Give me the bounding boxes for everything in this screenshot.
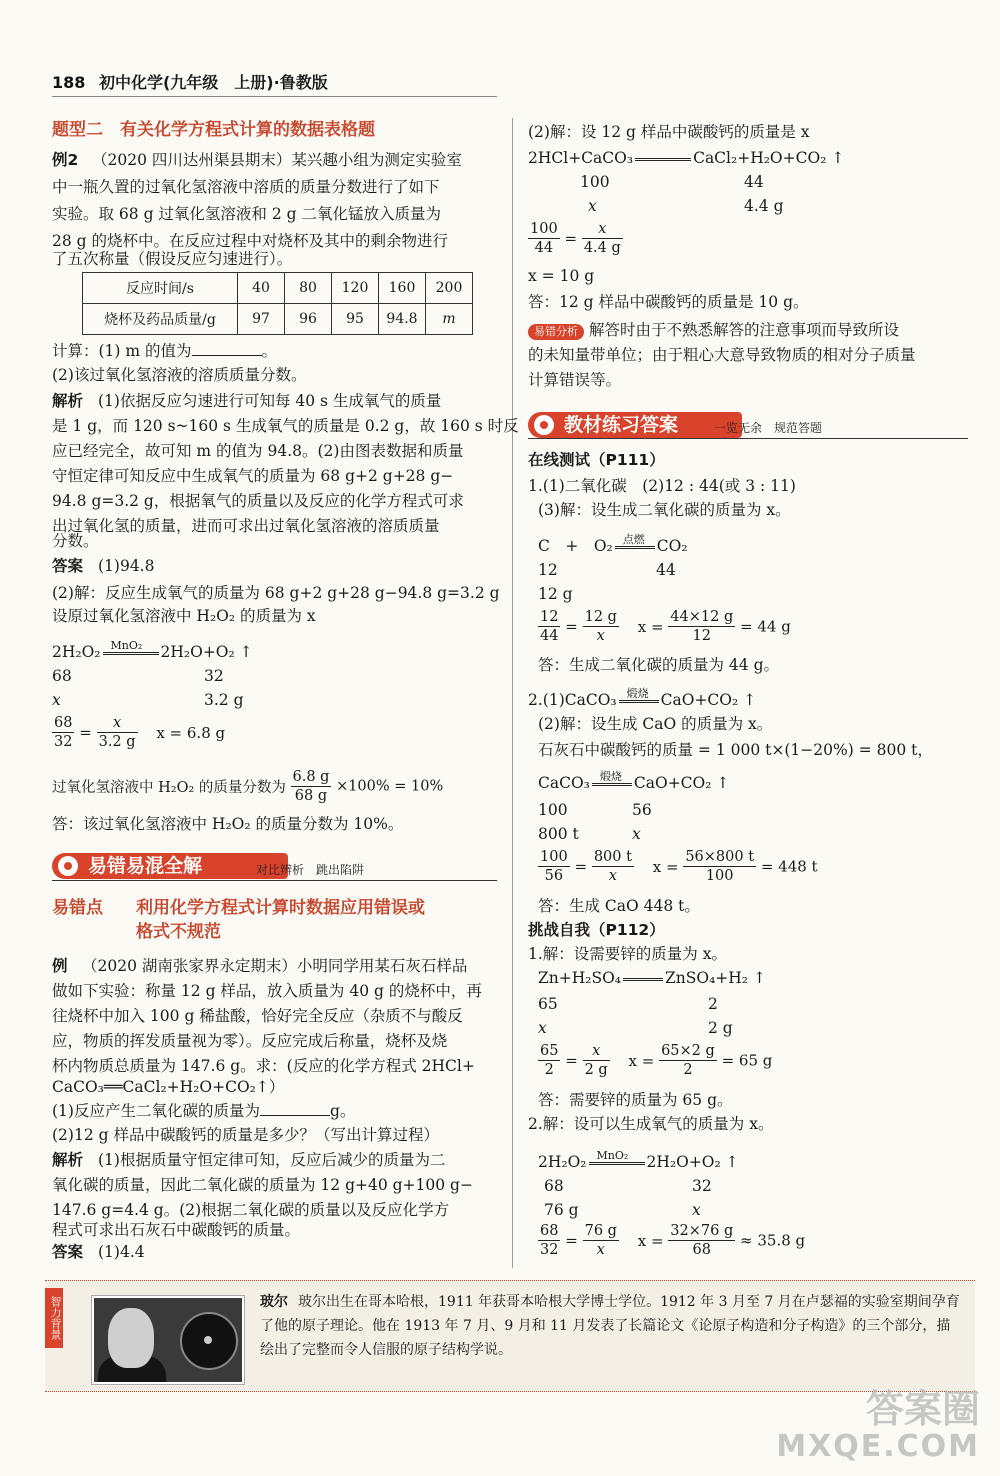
error-point-title: 利用化学方程式计算时数据应用错误或	[136, 898, 425, 918]
equation-2	[528, 148, 844, 168]
analysis-line: (1)依据反应匀速进行可知每 40 s 生成氧气的质量	[98, 392, 442, 410]
equals-sign	[619, 686, 659, 703]
fraction: $\frac{100}{56}$	[540, 849, 568, 884]
bullet-icon	[534, 415, 554, 435]
example-question-1	[52, 1101, 355, 1121]
footer-tag: 智力背景	[45, 1288, 63, 1348]
result-prefix: x =	[628, 1051, 655, 1070]
tip-line: 解答时由于不熟悉解答的注意事项而导致所设	[588, 321, 899, 339]
eq-unknown: x	[588, 197, 597, 215]
fraction: $\frac{32\times 76 g}{68}$	[670, 1223, 734, 1258]
banner-subtitle: 对比辨析 跳出陷阱	[256, 863, 365, 877]
fraction: $\frac{56\times 800 t}{100}$	[685, 849, 755, 884]
answer-label: 答案	[52, 1243, 84, 1261]
column-divider	[512, 118, 513, 1268]
equals-sign	[592, 769, 632, 786]
result-text: x = 10 g	[528, 267, 595, 285]
fraction: $\frac{76 g}{x}$	[584, 1223, 617, 1258]
example-2-line: 28 g 的烧杯中。在反应过程中对烧杯及其中的剩余物进行	[52, 232, 449, 250]
analysis-line: 程式可求出石灰石中碳酸钙的质量。	[52, 1221, 301, 1239]
answer-text: 答：需要锌的质量为 65 g。	[538, 1091, 733, 1109]
fraction: $\frac{x}{3.2 g}$	[98, 715, 136, 750]
proportion-1: $\frac{68}{32}$ = $\frac{x}{3.2 g}$ x = 6.8 g	[54, 715, 226, 750]
fraction: $\frac{6.8 g}{68 g}$	[292, 769, 330, 804]
proportion-5: $\frac{65}{2}$ = $\frac{x}{2 g}$ x = $\frac{65\times 2 g}{2}$ = 65 g	[540, 1043, 773, 1078]
equals-sign	[635, 158, 691, 161]
tip-line: 计算错误等。	[528, 371, 622, 389]
footer-body: 玻尔出生在哥本哈根，1911 年获哥本哈根大学博士学位。1912 年 3 月至 7 月在卢瑟福的实验室期间孕育了他的原子理论。他在 1913 年 7 月、9 月和 11 月发表了长篇论文《论原子构造和分子构造》的三个部分，描绘出了完整而令人信服的原子结构学说。	[260, 1294, 960, 1358]
table-cell: 160	[379, 273, 426, 304]
proportion-2: $\frac{100}{44}$ = $\frac{x}{4.4 g}$	[530, 221, 621, 256]
result-prefix: x =	[652, 857, 679, 876]
final-answer: 答：该过氧化氢溶液中 H₂O₂ 的质量分数为 10%。	[52, 815, 404, 833]
equation-1	[52, 638, 253, 662]
eq-known-mass: 3.2 g	[204, 691, 244, 709]
fraction: $\frac{68}{32}$	[54, 715, 73, 750]
analysis-line: 147.6 g=4.4 g。(2)根据二氧化碳的质量以及反应化学方	[52, 1201, 450, 1219]
example-2-line: 中一瓶久置的过氧化氢溶液中溶质的质量分数进行了如下	[52, 178, 440, 196]
book-title: 初中化学(九年级 上册)·鲁教版	[98, 73, 328, 92]
problem-1a: 1.(1)二氧化碳 (2)12 : 44(或 3 : 11)	[528, 477, 796, 495]
question-text: (1)反应产生二氧化碳的质量为	[52, 1102, 260, 1120]
question-1-end: 。	[261, 342, 278, 360]
eq-mass-ratio: 32	[692, 1177, 712, 1195]
footer-text	[260, 1290, 960, 1362]
eq-reactants: Zn+H₂SO₄	[538, 969, 622, 987]
eq-mass-ratio: 2	[708, 995, 718, 1013]
problem-2b: (2)解：设生成 CaO 的质量为 x。	[538, 715, 773, 733]
equation-5	[538, 968, 766, 988]
example-question-2: (2)12 g 样品中碳酸钙的质量是多少？（写出计算过程）	[52, 1126, 439, 1144]
question-1-text: 计算：(1) m 的值为	[52, 342, 192, 360]
eq-products: ZnSO₄+H₂ ↑	[665, 969, 766, 987]
answer-blank	[192, 341, 262, 356]
result-suffix: ≈ 35.8 g	[740, 1231, 806, 1250]
condition-label: 煅烧	[626, 686, 649, 700]
answer-text: 答：生成二氧化碳的质量为 44 g。	[538, 656, 780, 674]
question-2: (2)该过氧化氢溶液的溶质质量分数。	[52, 366, 307, 384]
banner-textbook-answers	[528, 412, 742, 438]
table-cell: 95	[332, 304, 379, 335]
footer-name: 玻尔	[260, 1294, 288, 1310]
eq-known-mass: 800 t	[538, 825, 579, 843]
eq-products: 2H₂O+O₂ ↑	[160, 643, 253, 661]
example-2-line: （2020 四川达州渠县期末）某兴趣小组为测定实验室	[92, 151, 462, 169]
tip-line: 的未知量带单位；由于粗心大意导致物质的相对分子质量	[528, 346, 916, 364]
equals-sign	[615, 532, 655, 549]
fraction: $\frac{44\times 12 g}{12}$	[670, 609, 734, 644]
example-line: 杯内物质总质量为 147.6 g。求：(反应的化学方程式 2HCl+	[52, 1057, 475, 1075]
result-suffix: = 44 g	[740, 617, 791, 636]
eq-unknown: x	[692, 1201, 701, 1219]
proportion-6: $\frac{68}{32}$ = $\frac{76 g}{x}$ x = $\frac{32\times 76 g}{68}$ ≈ 35.8 g	[540, 1223, 806, 1258]
question-end: g。	[329, 1102, 356, 1120]
tip-badge: 易错分析	[528, 324, 584, 340]
challenge-heading: 挑战自我（P112）	[528, 921, 665, 939]
answer-text: 答：12 g 样品中碳酸钙的质量是 10 g。	[528, 293, 809, 311]
eq-mass-ratio: 68	[544, 1177, 564, 1195]
example-line: 往烧杯中加入 100 g 稀盐酸，恰好完全反应（杂质不与酸反	[52, 1007, 463, 1025]
challenge-2: 2.解：设可以生成氧气的质量为 x。	[528, 1115, 774, 1133]
error-point-label: 易错点	[52, 898, 103, 918]
analysis-line: 守恒定律可知反应中生成氧气的质量为 68 g+2 g+28 g−	[52, 467, 454, 485]
analysis-line: 氧化碳的质量，因此二氧化碳的质量为 12 g+40 g+100 g−	[52, 1176, 473, 1194]
problem-1b: (3)解：设生成二氧化碳的质量为 x。	[538, 501, 791, 519]
analysis-line: (1)根据质量守恒定律可知，反应后减少的质量为二	[98, 1151, 446, 1169]
fraction: $\frac{65\times 2 g}{2}$	[661, 1043, 715, 1078]
result-text: x = 6.8 g	[156, 723, 226, 742]
eq-unknown: x	[632, 825, 641, 843]
answer-blank	[260, 1101, 330, 1116]
watermark	[776, 1387, 980, 1466]
result-prefix: x =	[637, 1231, 664, 1250]
analysis-line: 分数。	[52, 532, 99, 550]
fraction: $\frac{68}{32}$	[540, 1223, 559, 1258]
answer-text: 答：生成 CaO 448 t。	[538, 897, 700, 915]
banner-subtitle: 一览无余 规范答题	[714, 421, 823, 435]
eq-unknown: x	[538, 1019, 547, 1037]
eq-products: CaCl₂+H₂O+CO₂ ↑	[693, 149, 845, 167]
online-test-heading: 在线测试（P111）	[528, 451, 665, 469]
eq-reactants: 2H₂O₂	[538, 1153, 587, 1171]
table-cell: m	[426, 304, 473, 335]
fraction: $\frac{x}{2 g}$	[584, 1043, 608, 1078]
banner-rule	[528, 438, 968, 439]
equation-4	[538, 769, 730, 793]
analysis-line: 94.8 g=3.2 g，根据氧气的质量以及反应的化学方程式可求	[52, 492, 464, 510]
example-2-line: 了五次称量（假设反应匀速进行）。	[52, 250, 293, 268]
example-line: （2020 湖南张家界永定期末）小明同学用某石灰石样品	[82, 957, 468, 975]
result-prefix: x =	[637, 617, 664, 636]
problem-2c: 石灰石中碳酸钙的质量 = 1 000 t×(1−20%) = 800 t，	[538, 741, 933, 759]
table-cell: 120	[332, 273, 379, 304]
fraction: $\frac{x}{4.4 g}$	[583, 221, 621, 256]
section-title: 题型二 有关化学方程式计算的数据表格题	[52, 120, 375, 140]
analysis-line: 是 1 g，而 120 s~160 s 生成氧气的质量是 0.2 g，故 160 s 时反	[52, 417, 519, 435]
table-row	[83, 273, 473, 304]
equals-sign	[623, 978, 663, 981]
eq-known-mass: 12 g	[538, 585, 573, 603]
page-header	[52, 70, 328, 93]
example-2-label: 例2	[52, 151, 79, 169]
table-cell: 40	[238, 273, 285, 304]
eq-mass-ratio: 32	[204, 667, 224, 685]
eq-products: CaO+CO₂ ↑	[660, 691, 757, 709]
solution-line: 设原过氧化氢溶液中 H₂O₂ 的质量为 x	[52, 607, 316, 625]
mass-fraction-suffix: ×100% = 10%	[336, 778, 444, 795]
eq-known-mass: 4.4 g	[744, 197, 784, 215]
eq-unknown: x	[52, 691, 61, 709]
answer-1: (1)4.4	[98, 1243, 145, 1261]
challenge-1: 1.解：设需要锌的质量为 x。	[528, 945, 727, 963]
solution-line: (2)解：反应生成氧气的质量为 68 g+2 g+28 g−94.8 g=3.2 g	[52, 584, 500, 602]
watermark-url: MXQE.COM	[776, 1429, 980, 1464]
error-tip	[528, 320, 899, 340]
table-cell: 97	[238, 304, 285, 335]
eq-reactants: C + O₂	[538, 537, 613, 555]
header-rule	[52, 96, 497, 97]
result-suffix: = 65 g	[721, 1051, 773, 1070]
watermark-text: 答案圈	[865, 1387, 980, 1431]
fraction: $\frac{800 t}{x}$	[593, 849, 632, 884]
bohr-photo	[92, 1296, 244, 1384]
table-cell: 80	[285, 273, 332, 304]
catalyst-label: MnO₂	[596, 1148, 629, 1162]
eq-mass-ratio: 44	[744, 173, 764, 191]
example-line: CaCO₃══CaCl₂+H₂O+CO₂↑）	[52, 1078, 285, 1096]
fraction: $\frac{12 g}{x}$	[584, 609, 617, 644]
eq-known-mass: 76 g	[544, 1201, 579, 1219]
eq-mass-ratio: 100	[580, 173, 610, 191]
eq-known-mass: 2 g	[708, 1019, 733, 1037]
table-cell: 反应时间/s	[83, 273, 238, 304]
eq-reactants: 2HCl+CaCO₃	[528, 149, 634, 167]
analysis-line: 应已经完全，故可知 m 的值为 94.8。(2)由图表数据和质量	[52, 442, 464, 460]
banner-title: 教材练习答案	[564, 414, 679, 436]
mass-fraction-prefix: 过氧化氢溶液中 H₂O₂ 的质量分数为	[52, 780, 286, 796]
proportion-4: $\frac{100}{56}$ = $\frac{800 t}{x}$ x = $\frac{56\times 800 t}{100}$ = 448 t	[540, 849, 818, 884]
table-cell: 96	[285, 304, 332, 335]
answer-label: 答案	[52, 557, 84, 575]
atom-image	[180, 1312, 238, 1370]
eq-reactants: CaCO₃	[538, 774, 590, 792]
equation-3	[538, 532, 688, 556]
data-table	[82, 272, 473, 335]
eq-products: CaO+CO₂ ↑	[633, 774, 730, 792]
eq-reactants: 2.(1)CaCO₃	[528, 691, 617, 709]
eq-mass-ratio: 12	[538, 561, 558, 579]
eq-mass-ratio: 44	[656, 561, 676, 579]
banner-title: 易错易混全解	[88, 855, 203, 877]
equals-sign	[103, 638, 159, 655]
photo-face	[108, 1308, 154, 1368]
error-point-title: 格式不规范	[136, 922, 221, 942]
eq-mass-ratio: 68	[52, 667, 72, 685]
fraction: $\frac{100}{44}$	[530, 221, 558, 256]
catalyst-label: MnO₂	[110, 638, 143, 652]
table-cell: 200	[426, 273, 473, 304]
table-cell: 烧杯及药品质量/g	[83, 304, 238, 335]
example-label: 例	[52, 957, 68, 975]
answer-1: (1)94.8	[98, 557, 155, 575]
equation-6	[538, 1148, 739, 1172]
result-suffix: = 448 t	[760, 857, 818, 876]
solution-head: (2)解：设 12 g 样品中碳酸钙的质量是 x	[528, 123, 810, 141]
fraction: $\frac{12}{44}$	[540, 609, 559, 644]
question-1	[52, 341, 277, 361]
analysis-line: 出过氧化氢的质量，进而可求出过氧化氢溶液的溶质质量	[52, 517, 440, 535]
bullet-icon	[58, 856, 78, 876]
mass-fraction-line	[52, 768, 443, 805]
eq-products: 2H₂O+O₂ ↑	[646, 1153, 739, 1171]
fraction: $\frac{65}{2}$	[540, 1043, 559, 1078]
eq-mass-ratio: 100	[538, 801, 568, 819]
proportion-3: $\frac{12}{44}$ = $\frac{12 g}{x}$ x = $\frac{44\times 12 g}{12}$ = 44 g	[540, 609, 791, 644]
eq-mass-ratio: 65	[538, 995, 558, 1013]
eq-products: CO₂	[656, 537, 688, 555]
problem-2a	[528, 686, 757, 710]
example-2-line: 实验。取 68 g 过氧化氢溶液和 2 g 二氧化锰放入质量为	[52, 205, 441, 223]
equals-sign	[589, 1148, 645, 1165]
condition-label: 煅烧	[599, 769, 622, 783]
banner-rule	[52, 880, 497, 881]
analysis-label: 解析	[52, 392, 84, 410]
eq-mass-ratio: 56	[632, 801, 652, 819]
example-line: 应，物质的挥发质量视为零）。反应完成后称量，烧杯及烧	[52, 1032, 448, 1050]
banner-error-analysis	[52, 853, 288, 879]
condition-label: 点燃	[622, 532, 645, 546]
table-row	[83, 304, 473, 335]
table-cell: 94.8	[379, 304, 426, 335]
analysis-label: 解析	[52, 1151, 84, 1169]
page-number: 188	[52, 73, 86, 92]
eq-reactants: 2H₂O₂	[52, 643, 101, 661]
example-line: 做如下实验：称量 12 g 样品，放入质量为 40 g 的烧杯中，再	[52, 982, 482, 1000]
